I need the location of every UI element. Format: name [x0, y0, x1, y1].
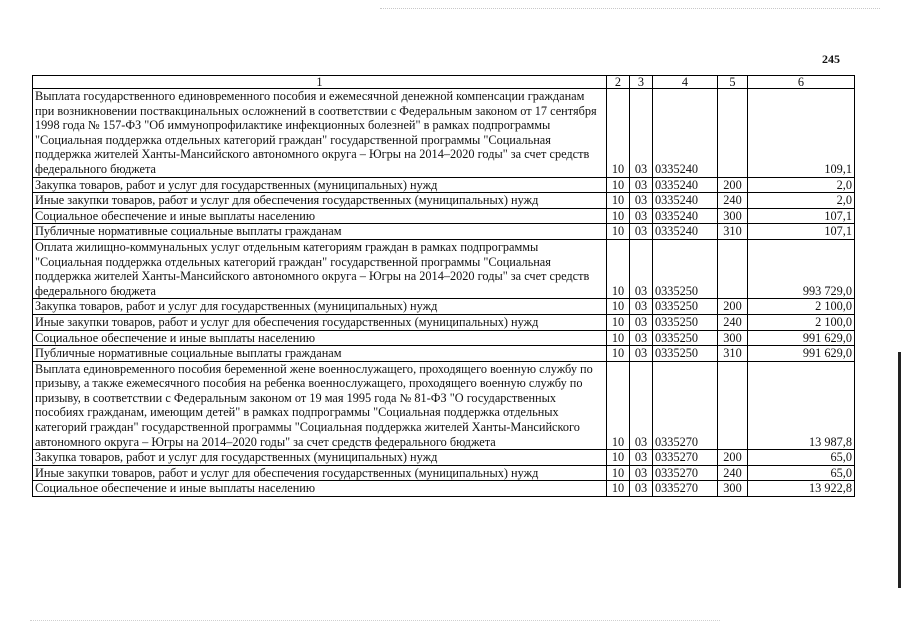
row-name: Закупка товаров, работ и услуг для государственных (муниципальных) нужд [33, 299, 607, 315]
row-amount: 993 729,0 [748, 239, 855, 298]
table-row [33, 193, 855, 209]
row-amount: 13 987,8 [748, 361, 855, 450]
row-subsection: 03 [630, 314, 653, 330]
row-section: 10 [607, 299, 630, 315]
row-subsection: 03 [630, 224, 653, 240]
row-target-code: 0335240 [653, 224, 718, 240]
header-col-5: 5 [718, 76, 748, 89]
row-name: Выплата единовременного пособия беременной жене военнослужащего, проходящего военную службу по призыву, а также ежемесячного пособия на ребенка военнослужащего, проходящего военную службу по призыву, в соответствии с Федеральным законом от 19 мая 1995 года № 81-ФЗ "О государственных пособиях гражданам, имеющим детей" в рамках подпрограммы "Социальная поддержка отдельных категорий граждан" государственной программы "Социальная поддержка жителей Ханты-Мансийского автономного округа – Югры на 2014–2020 годы" за счет средств федерального бюджета [33, 361, 607, 450]
row-name: Публичные нормативные социальные выплаты гражданам [33, 224, 607, 240]
row-expense-type: 240 [718, 193, 748, 209]
row-subsection: 03 [630, 330, 653, 346]
row-expense-type: 200 [718, 177, 748, 193]
row-section: 10 [607, 465, 630, 481]
row-target-code: 0335270 [653, 481, 718, 497]
table-row [33, 481, 855, 497]
row-expense-type: 310 [718, 224, 748, 240]
row-section: 10 [607, 330, 630, 346]
row-amount: 65,0 [748, 465, 855, 481]
row-amount: 2,0 [748, 193, 855, 209]
row-section: 10 [607, 361, 630, 450]
row-amount: 2,0 [748, 177, 855, 193]
row-target-code: 0335250 [653, 314, 718, 330]
row-target-code: 0335250 [653, 330, 718, 346]
row-section: 10 [607, 346, 630, 362]
row-name: Социальное обеспечение и иные выплаты населению [33, 208, 607, 224]
row-expense-type [718, 239, 748, 298]
row-subsection: 03 [630, 361, 653, 450]
row-amount: 65,0 [748, 450, 855, 466]
row-name: Закупка товаров, работ и услуг для государственных (муниципальных) нужд [33, 450, 607, 466]
table-row [33, 299, 855, 315]
header-col-3: 3 [630, 76, 653, 89]
table-row [33, 89, 855, 178]
row-name: Выплата государственного единовременного пособия и ежемесячной денежной компенсации гражданам при возникновении поствакцинальных осложнений в соответствии с Федеральным законом от 17 сентября 1998 года № 157-ФЗ "Об иммунопрофилактике инфекционных болезней" в рамках подпрограммы "Социальная поддержка отдельных категорий граждан" государственной программы "Социальная поддержка жителей Ханты-Мансийского автономного округа – Югры на 2014–2020 годы" за счет средств федерального бюджета [33, 89, 607, 178]
table-row [33, 346, 855, 362]
row-subsection: 03 [630, 177, 653, 193]
scan-margin-bar [898, 352, 901, 588]
row-expense-type: 240 [718, 314, 748, 330]
row-amount: 2 100,0 [748, 314, 855, 330]
row-section: 10 [607, 208, 630, 224]
row-subsection: 03 [630, 465, 653, 481]
row-target-code: 0335240 [653, 177, 718, 193]
row-subsection: 03 [630, 193, 653, 209]
row-target-code: 0335240 [653, 89, 718, 178]
row-name: Иные закупки товаров, работ и услуг для обеспечения государственных (муниципальных) нужд [33, 314, 607, 330]
row-expense-type: 300 [718, 481, 748, 497]
row-expense-type [718, 89, 748, 178]
row-target-code: 0335270 [653, 465, 718, 481]
table-row [33, 208, 855, 224]
row-subsection: 03 [630, 239, 653, 298]
row-section: 10 [607, 481, 630, 497]
row-target-code: 0335250 [653, 299, 718, 315]
row-section: 10 [607, 239, 630, 298]
header-col-1: 1 [33, 76, 607, 89]
row-expense-type: 200 [718, 299, 748, 315]
table-row [33, 330, 855, 346]
row-name: Иные закупки товаров, работ и услуг для обеспечения государственных (муниципальных) нужд [33, 193, 607, 209]
row-subsection: 03 [630, 481, 653, 497]
row-name: Социальное обеспечение и иные выплаты населению [33, 481, 607, 497]
row-expense-type: 200 [718, 450, 748, 466]
row-target-code: 0335240 [653, 193, 718, 209]
row-name: Оплата жилищно-коммунальных услуг отдельным категориям граждан в рамках подпрограммы "Социальная поддержка отдельных категорий граждан" государственной программы "Социальная поддержка жителей Ханты-Мансийского автономного округа – Югры на 2014–2020 годы" за счет средств федерального бюджета [33, 239, 607, 298]
row-expense-type: 300 [718, 330, 748, 346]
row-amount: 109,1 [748, 89, 855, 178]
scan-artifact-top [380, 8, 880, 10]
row-expense-type [718, 361, 748, 450]
table-row [33, 239, 855, 298]
row-subsection: 03 [630, 299, 653, 315]
row-target-code: 0335250 [653, 346, 718, 362]
table-row [33, 314, 855, 330]
row-amount: 13 922,8 [748, 481, 855, 497]
row-subsection: 03 [630, 208, 653, 224]
table-row [33, 465, 855, 481]
row-name: Публичные нормативные социальные выплаты гражданам [33, 346, 607, 362]
row-name: Закупка товаров, работ и услуг для государственных (муниципальных) нужд [33, 177, 607, 193]
header-col-4: 4 [653, 76, 718, 89]
row-amount: 2 100,0 [748, 299, 855, 315]
row-target-code: 0335240 [653, 208, 718, 224]
row-subsection: 03 [630, 346, 653, 362]
row-subsection: 03 [630, 450, 653, 466]
row-amount: 991 629,0 [748, 346, 855, 362]
row-expense-type: 240 [718, 465, 748, 481]
budget-table [32, 75, 855, 497]
row-amount: 107,1 [748, 208, 855, 224]
row-target-code: 0335250 [653, 239, 718, 298]
row-name: Иные закупки товаров, работ и услуг для обеспечения государственных (муниципальных) нужд [33, 465, 607, 481]
header-col-2: 2 [607, 76, 630, 89]
row-amount: 107,1 [748, 224, 855, 240]
header-col-6: 6 [748, 76, 855, 89]
page-number: 245 [822, 52, 840, 66]
row-expense-type: 310 [718, 346, 748, 362]
table-row [33, 361, 855, 450]
row-amount: 991 629,0 [748, 330, 855, 346]
row-section: 10 [607, 314, 630, 330]
table-row [33, 177, 855, 193]
row-section: 10 [607, 89, 630, 178]
table-body [33, 89, 855, 497]
row-target-code: 0335270 [653, 450, 718, 466]
row-section: 10 [607, 193, 630, 209]
row-section: 10 [607, 450, 630, 466]
scan-artifact-bottom [30, 620, 720, 622]
table-header-row [33, 76, 855, 89]
row-target-code: 0335270 [653, 361, 718, 450]
row-expense-type: 300 [718, 208, 748, 224]
row-section: 10 [607, 177, 630, 193]
table-row [33, 450, 855, 466]
row-name: Социальное обеспечение и иные выплаты населению [33, 330, 607, 346]
row-section: 10 [607, 224, 630, 240]
table-row [33, 224, 855, 240]
row-subsection: 03 [630, 89, 653, 178]
